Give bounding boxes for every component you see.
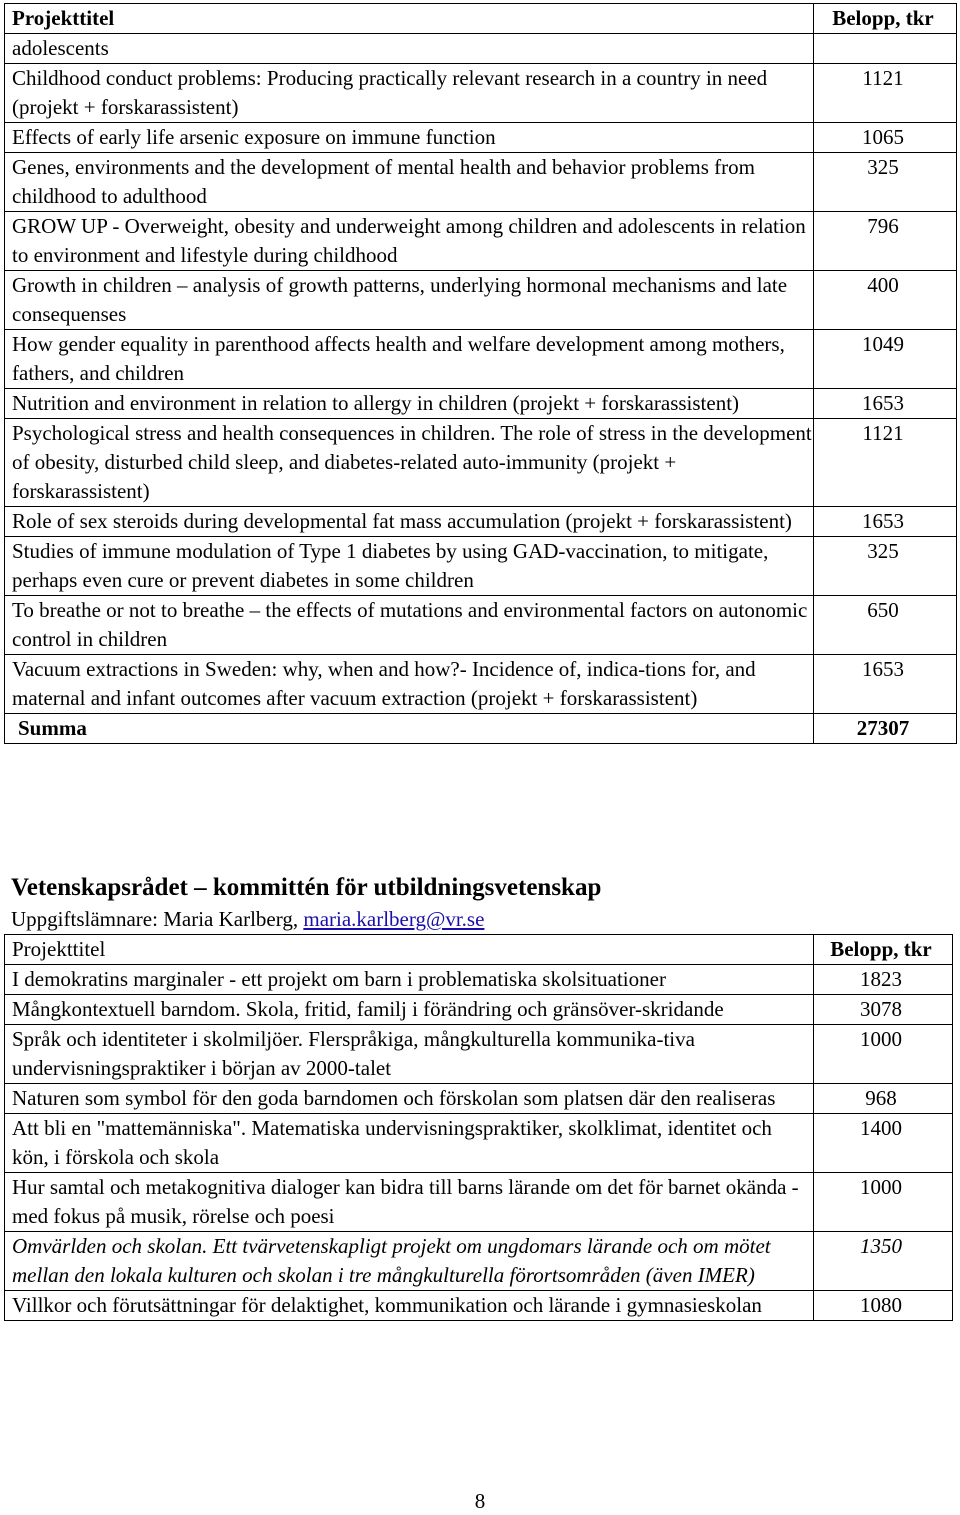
project-title: Studies of immune modulation of Type 1 diabetes by using GAD-vaccination, to mitigate, perhaps even cure or prevent diabetes in some children (5, 537, 814, 596)
project-amount: 3078 (814, 995, 953, 1025)
header-project-title: Projekttitel (5, 4, 814, 34)
reporter-email-link[interactable]: maria.karlberg@vr.se (303, 907, 485, 931)
project-title: To breathe or not to breathe – the effects of mutations and environmental factors on autonomic control in children (5, 596, 814, 655)
project-amount: 1000 (814, 1025, 953, 1084)
project-title: Mångkontextuell barndom. Skola, fritid, familj i förändring och gränsöver-skridande (5, 995, 814, 1025)
project-amount (814, 34, 957, 64)
table-row (5, 123, 957, 153)
project-amount: 1653 (814, 389, 957, 419)
table-row (5, 1025, 953, 1084)
project-amount: 1065 (814, 123, 957, 153)
project-amount: 1049 (814, 330, 957, 389)
project-title: Effects of early life arsenic exposure on immune function (5, 123, 814, 153)
project-title: Omvärlden och skolan. Ett tvärvetenskapligt projekt om ungdomars lärande och om mötet mellan den lokala kulturen och skolan i tre mångkulturella förortsområden (även IMER) (5, 1232, 814, 1291)
project-title: GROW UP - Overweight, obesity and underweight among children and adolescents in relation to environment and lifestyle during childhood (5, 212, 814, 271)
project-amount: 400 (814, 271, 957, 330)
table-row (5, 212, 957, 271)
sum-label: Summa (5, 714, 814, 744)
project-amount: 1350 (814, 1232, 953, 1291)
project-title: Growth in children – analysis of growth patterns, underlying hormonal mechanisms and late consequenses (5, 271, 814, 330)
header-project-title: Projekttitel (5, 935, 814, 965)
table-row (5, 537, 957, 596)
reporter-line (11, 906, 484, 933)
project-amount: 968 (814, 1084, 953, 1114)
table-row (5, 1173, 953, 1232)
project-title: adolescents (5, 34, 814, 64)
header-amount: Belopp, tkr (814, 935, 953, 965)
table-row (5, 153, 957, 212)
table-row (5, 1291, 953, 1321)
project-title: Role of sex steroids during developmental fat mass accumulation (projekt + forskarassistent) (5, 507, 814, 537)
table-row (5, 419, 957, 507)
project-title: Nutrition and environment in relation to allergy in children (projekt + forskarassistent) (5, 389, 814, 419)
project-amount: 1000 (814, 1173, 953, 1232)
project-amount: 325 (814, 153, 957, 212)
table-row (5, 1232, 953, 1291)
table-row (5, 1114, 953, 1173)
table-row (5, 995, 953, 1025)
table-header-row (5, 4, 957, 34)
sum-amount: 27307 (814, 714, 957, 744)
project-title: Genes, environments and the development of mental health and behavior problems from childhood to adulthood (5, 153, 814, 212)
project-amount: 325 (814, 537, 957, 596)
project-title: Att bli en "mattemänniska". Matematiska undervisningspraktiker, skolklimat, identitet och kön, i förskola och skola (5, 1114, 814, 1173)
table-row (5, 596, 957, 655)
project-title: Psychological stress and health consequences in children. The role of stress in the development of obesity, disturbed child sleep, and diabetes-related auto-immunity (projekt + forskarassistent) (5, 419, 814, 507)
page-number: 8 (474, 1489, 486, 1513)
project-title: Vacuum extractions in Sweden: why, when and how?- Incidence of, indica-tions for, and maternal and infant outcomes after vacuum extraction (projekt + forskarassistent) (5, 655, 814, 714)
table-row (5, 64, 957, 123)
project-amount: 1823 (814, 965, 953, 995)
project-title: Childhood conduct problems: Producing practically relevant research in a country in need (projekt + forskarassistent) (5, 64, 814, 123)
project-title: Villkor och förutsättningar för delaktighet, kommunikation och lärande i gymnasieskolan (5, 1291, 814, 1321)
table-header-row (5, 935, 953, 965)
sum-row (5, 714, 957, 744)
table-row (5, 271, 957, 330)
project-amount: 650 (814, 596, 957, 655)
project-amount: 1121 (814, 419, 957, 507)
project-amount: 1653 (814, 507, 957, 537)
project-amount: 1653 (814, 655, 957, 714)
table-row (5, 965, 953, 995)
project-title: How gender equality in parenthood affects health and welfare development among mothers, fathers, and children (5, 330, 814, 389)
table-row (5, 389, 957, 419)
project-amount: 796 (814, 212, 957, 271)
project-title: I demokratins marginaler - ett projekt om barn i problematiska skolsituationer (5, 965, 814, 995)
project-title: Språk och identiteter i skolmiljöer. Flerspråkiga, mångkulturella kommunika-tiva undervisningspraktiker i början av 2000-talet (5, 1025, 814, 1084)
project-amount: 1400 (814, 1114, 953, 1173)
project-amount: 1121 (814, 64, 957, 123)
section-title: Vetenskapsrådet – kommittén för utbildningsvetenskap (11, 874, 602, 901)
project-amount: 1080 (814, 1291, 953, 1321)
funding-table-2 (4, 934, 953, 1321)
table-row (5, 330, 957, 389)
reporter-label: Uppgiftslämnare: Maria Karlberg, (11, 907, 299, 931)
header-amount: Belopp, tkr (814, 4, 957, 34)
table-row (5, 1084, 953, 1114)
project-title: Hur samtal och metakognitiva dialoger kan bidra till barns lärande om det för barnet okända - med fokus på musik, rörelse och poesi (5, 1173, 814, 1232)
table-row (5, 34, 957, 64)
project-title: Naturen som symbol för den goda barndomen och förskolan som platsen där den realiseras (5, 1084, 814, 1114)
table-row (5, 507, 957, 537)
table-row (5, 655, 957, 714)
funding-table-1 (4, 3, 957, 744)
